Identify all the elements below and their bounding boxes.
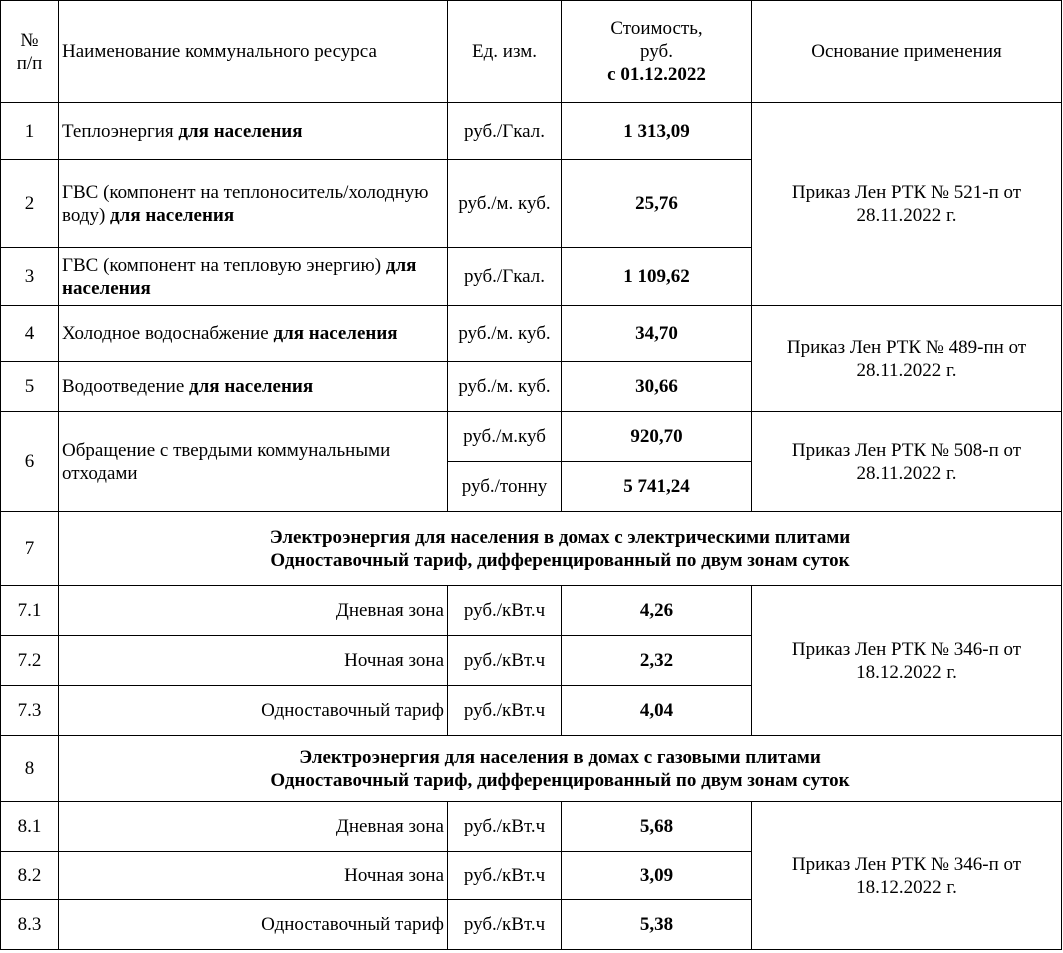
- row-cost: 3,09: [562, 852, 752, 900]
- row-name: [59, 248, 448, 306]
- row-name: Ночная зона: [59, 852, 448, 900]
- row-cost: 1 109,62: [562, 248, 752, 306]
- row-unit: руб./м. куб.: [448, 362, 562, 412]
- row-name: Ночная зона: [59, 636, 448, 686]
- row-cost: 4,26: [562, 586, 752, 636]
- row-cost: 920,70: [562, 412, 752, 462]
- section-title-cell: [59, 736, 1062, 802]
- basis-text: Приказ Лен РТК № 508-п от 28.11.2022 г.: [791, 439, 1022, 484]
- row-cost: 4,04: [562, 686, 752, 736]
- row-cost: 5,68: [562, 802, 752, 852]
- row-name-text: Холодное водоснабжение: [62, 323, 274, 344]
- table-row: [1, 586, 1062, 636]
- row-cost: 5 741,24: [562, 462, 752, 512]
- basis-text: Приказ Лен РТК № 346-п от 18.12.2022 г.: [791, 853, 1022, 898]
- section-subtitle: Одноставочный тариф, дифференцированный по двум зонам суток: [270, 769, 850, 791]
- row-name-text: Водоотведение: [62, 376, 190, 397]
- row-num: 8.2: [1, 852, 59, 900]
- header-num-cell: [1, 1, 59, 103]
- row-cost: 2,32: [562, 636, 752, 686]
- row-name-bold: для населения: [110, 204, 235, 226]
- basis-cell: [752, 306, 1062, 412]
- row-num: 7.2: [1, 636, 59, 686]
- row-name-text: Теплоэнергия: [62, 120, 179, 142]
- row-name-text: ГВС (компонент на теплоноситель/холодную воду): [62, 181, 429, 226]
- row-name: Одноставочный тариф: [59, 686, 448, 736]
- section-title: Электроэнергия для населения в домах с газовыми плитами: [299, 746, 821, 768]
- row-unit: руб./м. куб.: [448, 306, 562, 362]
- row-unit: руб./м.куб: [448, 412, 562, 462]
- header-basis-cell: [752, 1, 1062, 103]
- header-cost-date: с 01.12.2022: [607, 64, 706, 85]
- row-unit: руб./Гкал.: [448, 248, 562, 306]
- row-name: [59, 362, 448, 412]
- row-unit: руб./кВт.ч: [448, 586, 562, 636]
- row-cost: 1 313,09: [562, 103, 752, 160]
- basis-text: Приказ Лен РТК № 521-п от 28.11.2022 г.: [791, 182, 1022, 226]
- row-name-text: ГВС (компонент на тепловую энергию): [62, 254, 386, 276]
- basis-cell: [752, 412, 1062, 512]
- header-num-sub: п/п: [16, 52, 43, 74]
- row-num: 5: [1, 362, 59, 412]
- table-row: [1, 306, 1062, 362]
- header-cost-cell: [562, 1, 752, 103]
- row-cost: 30,66: [562, 362, 752, 412]
- table-row: [1, 103, 1062, 160]
- header-basis: Основание применения: [811, 41, 1002, 62]
- row-cost: 5,38: [562, 900, 752, 950]
- header-cost-line2: руб.: [640, 41, 673, 62]
- basis-cell: [752, 103, 1062, 306]
- row-unit: руб./кВт.ч: [448, 686, 562, 736]
- section-num: 7: [1, 512, 59, 586]
- header-unit-cell: [448, 1, 562, 103]
- row-name-bold: для населения: [178, 120, 303, 142]
- row-name: [59, 160, 448, 248]
- basis-text: Приказ Лен РТК № 346-п от 18.12.2022 г.: [791, 638, 1022, 683]
- row-name: Дневная зона: [59, 586, 448, 636]
- header-unit: Ед. изм.: [472, 41, 537, 62]
- row-unit: руб./Гкал.: [448, 103, 562, 160]
- header-num: №: [20, 29, 39, 51]
- section-row: [1, 736, 1062, 802]
- header-cost-line1: Стоимость,: [610, 18, 703, 39]
- row-num: 2: [1, 160, 59, 248]
- row-name-bold: для населения: [273, 323, 398, 344]
- row-name: [59, 103, 448, 160]
- header-name: Наименование коммунального ресурса: [62, 41, 377, 62]
- row-name: [59, 306, 448, 362]
- row-num: 4: [1, 306, 59, 362]
- section-title: Электроэнергия для населения в домах с электрическими плитами: [269, 526, 851, 548]
- table-row: [1, 412, 1062, 462]
- section-subtitle: Одноставочный тариф, дифференцированный по двум зонам суток: [270, 549, 850, 571]
- section-title-cell: [59, 512, 1062, 586]
- row-num: 8.1: [1, 802, 59, 852]
- row-unit: руб./кВт.ч: [448, 636, 562, 686]
- row-name: Дневная зона: [59, 802, 448, 852]
- row-name: Одноставочный тариф: [59, 900, 448, 950]
- row-name-bold: для населения: [189, 376, 314, 397]
- row-num: 3: [1, 248, 59, 306]
- basis-text: Приказ Лен РТК № 489-пн от 28.11.2022 г.: [786, 336, 1027, 381]
- row-unit: руб./тонну: [448, 462, 562, 512]
- row-num: 7.3: [1, 686, 59, 736]
- section-num: 8: [1, 736, 59, 802]
- row-unit: руб./кВт.ч: [448, 900, 562, 950]
- section-row: [1, 512, 1062, 586]
- row-unit: руб./кВт.ч: [448, 852, 562, 900]
- table-header-row: [1, 1, 1062, 103]
- table-row: [1, 802, 1062, 852]
- row-num: 8.3: [1, 900, 59, 950]
- row-num: 6: [1, 412, 59, 512]
- row-name: Обращение с твердыми коммунальными отходами: [59, 412, 448, 512]
- row-unit: руб./кВт.ч: [448, 802, 562, 852]
- row-cost: 25,76: [562, 160, 752, 248]
- row-name-bold: для населения: [62, 254, 417, 299]
- header-name-cell: [59, 1, 448, 103]
- row-cost: 34,70: [562, 306, 752, 362]
- basis-cell: [752, 586, 1062, 736]
- row-unit: руб./м. куб.: [448, 160, 562, 248]
- row-num: 7.1: [1, 586, 59, 636]
- basis-cell: [752, 802, 1062, 950]
- row-num: 1: [1, 103, 59, 160]
